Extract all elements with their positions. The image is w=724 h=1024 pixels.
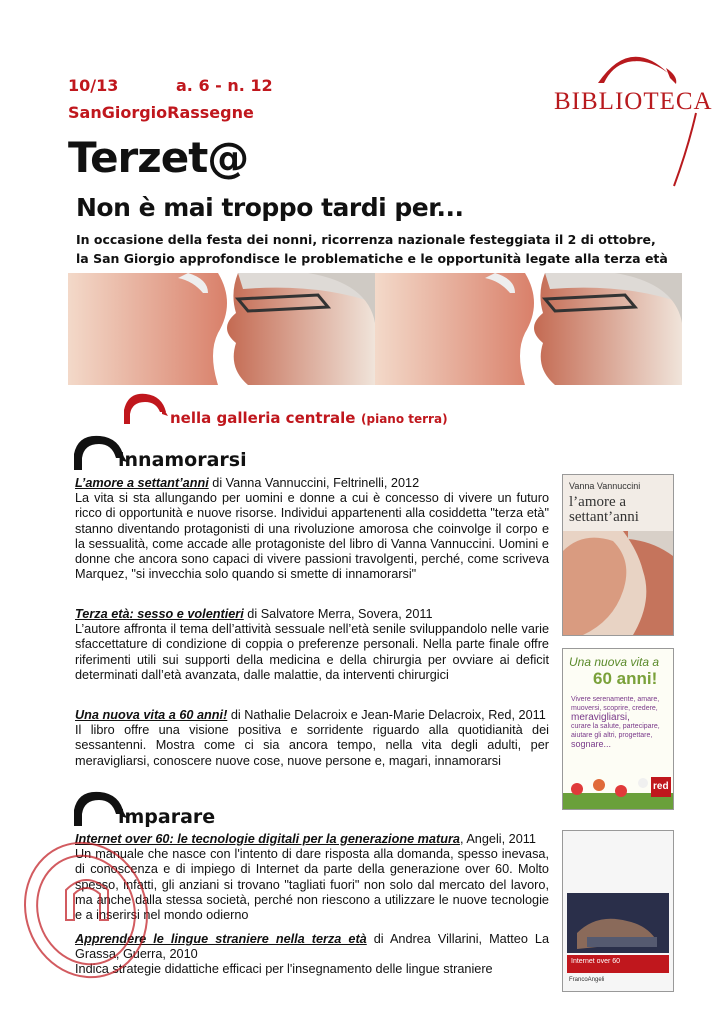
cover-blurb-line: Vivere serenamente, amare,	[571, 696, 660, 703]
location-name: nella galleria centrale	[170, 409, 356, 427]
book-cover	[562, 830, 674, 992]
book-title: Terza età: sesso e volentieri	[75, 607, 244, 621]
issue-number: 10/13	[68, 76, 119, 95]
cover-blurb-line: aiutare gli altri, progettare,	[571, 732, 653, 739]
book-title: Internet over 60: le tecnologie digitali per la generazione matura	[75, 832, 460, 846]
book-entry	[75, 708, 549, 769]
book-meta: , Angeli, 2011	[459, 832, 536, 846]
biblioteca-logo	[548, 28, 724, 188]
book-meta: di Andrea Villarini, Matteo La Grassa, Guerra, 2010	[75, 932, 549, 962]
page-title: Terzet@	[68, 133, 249, 182]
book-meta: di Nathalie Delacroix e Jean-Marie Delacroix, Red, 2011	[227, 708, 546, 722]
book-entry	[75, 832, 549, 923]
volume-number: a. 6 - n. 12	[176, 76, 273, 95]
cover-publisher: red	[653, 781, 669, 792]
book-cover	[562, 648, 674, 810]
banner-photo-right	[375, 273, 682, 385]
page-subtitle: Non è mai troppo tardi per...	[76, 193, 464, 222]
cover-title-b: 60 anni!	[593, 669, 658, 688]
cover-publisher: FrancoAngeli	[569, 977, 605, 983]
book-description: La vita si sta allungando per uomini e donne a cui è concesso di vivere un futuro ricco di opportunità e nuove risorse. Individui appartenenti alla cosiddetta "terza età" stanno diventando protagonisti di una rivoluzione amorosa che coinvolge il corpo e la sessualità, come accade alle protagoniste del libro di Vanna Vannuccini. Uomini e donne che ancora sono capaci di vivere passioni travolgenti, perché, come scriveva Marquez, "si invecchia solo quando si smette di innamorarsi"	[75, 491, 549, 582]
book-meta: di Vanna Vannuccini, Feltrinelli, 2012	[208, 476, 420, 490]
location-detail: (piano terra)	[361, 412, 448, 426]
book-description: Indica strategie didattiche efficaci per l'insegnamento delle lingue straniere	[75, 962, 493, 977]
cover-blurb-line: sognare...	[571, 739, 612, 749]
book-cover	[562, 474, 674, 636]
book-entry	[75, 932, 549, 978]
location-arch-icon	[118, 390, 170, 431]
cover-title: l’amore a settant’anni	[569, 494, 639, 525]
cover-blurb-line: meravigliarsi,	[571, 712, 630, 723]
cover-blurb	[571, 695, 667, 749]
book-description: Un manuale che nasce con l'intento di dare risposta alla domanda, spesso inevasa, di conoscenza e di impiego di Internet da parte della generazione over 60. Molto spesso, infatti, gli anziani si trovano "tagliati fuori" non solo dal mercato del lavoro, ma anche dalla stessa società, perché non riescono a utilizzare le nuove tecnologie e a inserirsi nel mondo odierno	[75, 847, 549, 923]
book-entry	[75, 607, 549, 683]
intro-line-2: la San Giorgio approfondisce le problematiche e le opportunità legate alla terza età	[76, 251, 668, 266]
banner-photo-left	[68, 273, 375, 385]
book-description: L’autore affronta il tema dell’attività sessuale nell’età senile sviluppandolo nelle varie sfaccettature di condizione di coppia o preferenze personali. Nella parte finale offre riferimenti utili sui supporti della medicina e della chirurgia per ovviare ai deficit determinati dall’età avanzata, dalle malattie, da interventi chirurgici	[75, 622, 549, 682]
cover-title: Internet over 60	[571, 958, 621, 965]
cover-title-a: Una nuova vita a	[569, 655, 660, 669]
book-title: Una nuova vita a 60 anni!	[75, 708, 228, 722]
intro-line-1: In occasione della festa dei nonni, ricorrenza nazionale festeggiata il 2 di ottobre,	[76, 232, 656, 247]
keyboard-hands-icon	[567, 893, 669, 953]
intro-text	[76, 230, 686, 268]
book-meta: di Salvatore Merra, Sovera, 2011	[243, 607, 433, 621]
cover-blurb-line: muoversi, scoprire, credere,	[571, 705, 658, 712]
book-description: Il libro offre una visione positiva e sorridente riguardo alla quotidianità dei sessantenni. Mostra come ci sia ancora tempo, nella vita degli adulti, per meravigliarsi, conoscere nuove cose, nuove persone e, magari, innamorarsi	[75, 723, 549, 768]
series-name: SanGiorgioRassegne	[68, 103, 254, 122]
section-heading-innamorarsi: innamorarsi	[118, 449, 247, 471]
book-title: L’amore a settant’anni	[75, 476, 209, 490]
section-heading-imparare: imparare	[118, 806, 216, 828]
biblioteca-wordmark: BIBLIOTECA	[554, 88, 713, 115]
cover-red-band	[567, 955, 669, 973]
cover-author: Vanna Vannuccini	[569, 481, 641, 491]
book-entry	[75, 476, 549, 582]
location-label	[170, 408, 448, 427]
book-title: Apprendere le lingue straniere nella terza età	[75, 932, 367, 946]
banner-photo	[68, 273, 682, 385]
cover-blurb-line: curare la salute, partecipare,	[571, 723, 660, 730]
